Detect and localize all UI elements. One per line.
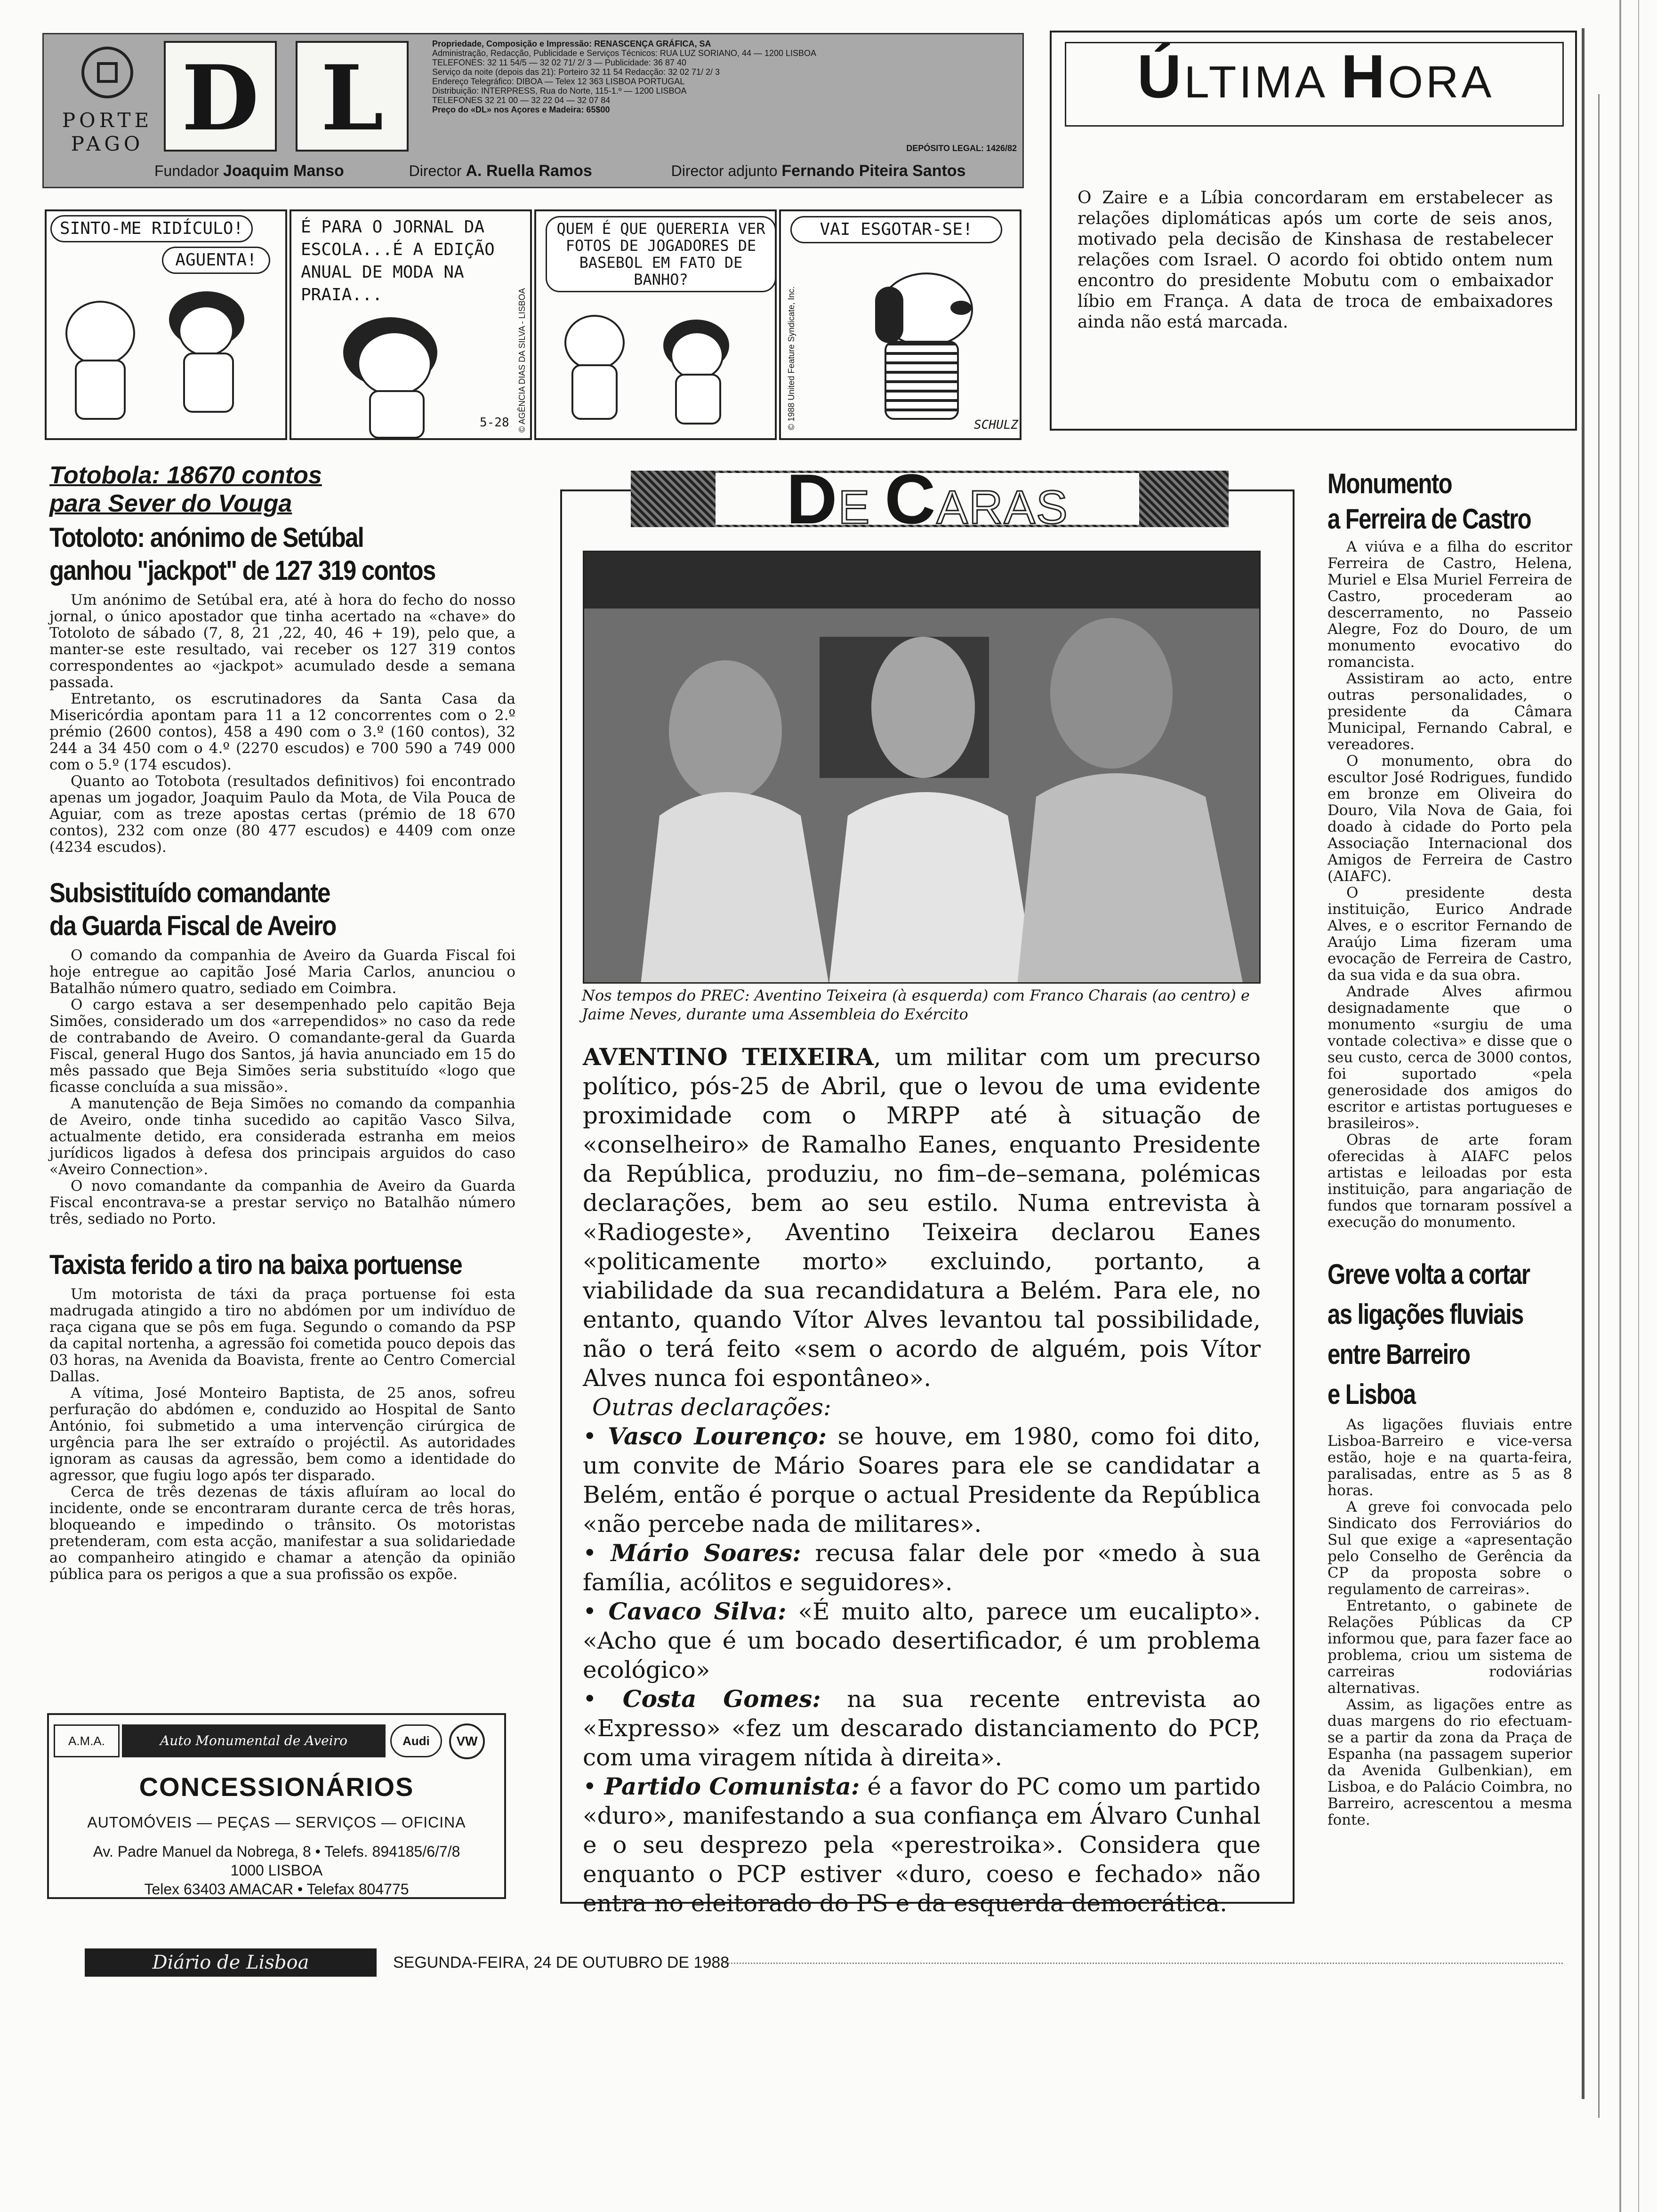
ama-logo: A.M.A. bbox=[54, 1724, 120, 1757]
fundador-label: Fundador bbox=[154, 162, 219, 179]
vw-logo-icon: VW bbox=[449, 1723, 485, 1759]
list-item: • Mário Soares: recusa falar dele por «medo à sua família, acólitos e seguidores». bbox=[583, 1539, 1261, 1596]
title-letter: E bbox=[838, 481, 871, 534]
section-title-de-caras bbox=[716, 459, 1139, 538]
headline: ganhou "jackpot" de 127 319 contos bbox=[49, 555, 435, 586]
paragraph: O comando da companhia de Aveiro da Guarda Fiscal foi hoje entregue ao capitão José Maria Carlos, anunciou o Batalhão número quatro, sediado em Coimbra. bbox=[49, 947, 515, 997]
list-item: • Cavaco Silva: «É muito alto, parece um eucalipto». «Acho que é um bocado desertificador, é um problema ecológico» bbox=[583, 1597, 1261, 1683]
paragraph: A vítima, José Monteiro Baptista, de 25 anos, sofreu perfuração do abdómen e, conduzido ao Hospital de Santo António, foi submetido a uma intervenção cirúrgica de urgência para lhe ser extraído o projéctil. As autoridades ignoram as causas da agressão, bem como a identidade do agressor, que fugiu logo após ter disparado. bbox=[49, 1385, 515, 1484]
info-line: Distribuição: INTERPRESS, Rua do Norte, 115-1.º — 1200 LISBOA bbox=[432, 86, 687, 96]
paragraph: Assim, as ligações entre as duas margens do rio efectuam-se a partir da zona da Praça de Espanha (na passagem superior da Avenida Gulbenkian), em Lisboa, e do Palácio Coimbra, no Barreiro, acrescentou a mesma fonte. bbox=[1327, 1696, 1572, 1828]
ad-logos bbox=[49, 1720, 504, 1757]
title-letters: ARAS bbox=[936, 481, 1069, 534]
comic-panel-2 bbox=[290, 209, 532, 440]
article-taxista bbox=[49, 1286, 515, 1583]
title-initial-h: H bbox=[1341, 42, 1388, 111]
footer-divider bbox=[725, 1963, 1563, 1964]
info-line: TELEFONES 32 21 00 — 32 22 04 — 32 07 84 bbox=[432, 96, 611, 105]
item-text: recusa falar dele por «medo à sua família, acólitos e seguidores». bbox=[583, 1539, 1261, 1596]
item-text: se houve, em 1980, como foi dito, um convite de Mário Soares para ele se candidatar a Belém, então é porque o actual Presidente da República «não percebe nada de militares». bbox=[583, 1423, 1261, 1538]
coat-of-arms-icon bbox=[81, 47, 133, 98]
snoopy-ear bbox=[875, 287, 903, 343]
address-line: Av. Padre Manuel da Nobrega, 8 • Telefs. 894185/6/7/8 bbox=[93, 1843, 460, 1860]
info-line: Propriedade, Composição e Impressão: RENASCENÇA GRÁFICA, SA bbox=[432, 39, 711, 48]
comic-text: É PARA O JORNAL DA ESCOLA...É A EDIÇÃO ANUAL DE MODA NA PRAIA... bbox=[301, 217, 495, 305]
charlie-brown-figure bbox=[564, 315, 625, 370]
paragraph: Quanto ao Totobota (resultados definitivos) foi encontrado apenas um jogador, Joaquim Paulo da Mota, de Vila Pouca de Aguiar, com as treze apostas certas (prémio de 18 670 contos), 232 com onze (80 477 escudos) e 4409 com onze (4234 escudos). bbox=[49, 773, 515, 856]
title-letter: D bbox=[786, 459, 838, 538]
address-line: 1000 LISBOA bbox=[230, 1862, 323, 1879]
adjunto-name: Fernando Piteira Santos bbox=[781, 162, 966, 180]
item-text: é a favor do PC como um partido «duro», manifestando a sua confiança em Álvaro Cunhal e o seu desprezo pela «perestroika». Considera que enquanto o PCP estiver «duro, coeso e fechado» não entra no eleitorado do PS e da esquerda democrática. bbox=[583, 1773, 1261, 1917]
item-text: na sua recente entrevista ao «Expresso» «fez um descarado distanciamento do PCP, com uma viragem nítida à direita». bbox=[583, 1685, 1261, 1771]
logo-letter-l: L bbox=[296, 41, 409, 152]
headline: Totoloto: anónimo de Setúbal bbox=[49, 522, 364, 553]
comic-panel-3 bbox=[534, 209, 777, 440]
info-line: TELEFONES: 32 11 54/5 — 32 02 71/ 2/ 3 — Publicidade: 36 87 40 bbox=[432, 58, 686, 67]
speech-bubble: VAI ESGOTAR-SE! bbox=[790, 216, 1002, 243]
footer-date: SEGUNDA-FEIRA, 24 DE OUTUBRO DE 1988 bbox=[393, 1954, 730, 1972]
info-line: Administração, Redacção, Publicidade e Serviços Técnicos: RUA LUZ SORIANO, 44 — 1200 LISBOA bbox=[432, 48, 817, 58]
lucy-figure bbox=[670, 331, 724, 380]
paragraph: O cargo estava a ser desempenhado pelo capitão Beja Simões, considerado um dos «arrependidos» no caso da rede de contrabando de Aveiro. O comandante-geral da Guarda Fiscal, general Hugo dos Santos, já havia anunciado em 15 do mês passado que Beja Simões seria substituído «logo que ficasse concluída a sua missão». bbox=[49, 996, 515, 1096]
paragraph: Um anónimo de Setúbal era, até à hora do fecho do nosso jornal, o único apostador que tinha acertado na «chave» do Totoloto de sábado (7, 8, 21 ,22, 40, 46 + 19), pelo que, a manter-se este resultado, vai receber os 127 319 contos correspondentes ao «jackpot» acumulado desde a semana passada. bbox=[49, 592, 515, 691]
title-letter: C bbox=[885, 459, 937, 538]
figure-body bbox=[571, 364, 618, 420]
title-initial-u: Ú bbox=[1137, 42, 1184, 111]
headline: Monumento bbox=[1327, 468, 1452, 499]
logo-letter-d: D bbox=[164, 41, 277, 152]
figure-body bbox=[75, 360, 126, 420]
list-item: • Vasco Lourenço: se houve, em 1980, como foi dito, um convite de Mário Soares para ele se candidatar a Belém, então é porque o actual Presidente da República «não percebe nada de militares». bbox=[583, 1422, 1261, 1538]
fundador-name: Joaquim Manso bbox=[223, 162, 344, 180]
ultima-hora-box bbox=[1050, 31, 1577, 431]
masthead-info bbox=[432, 39, 1021, 157]
masthead bbox=[42, 33, 1024, 188]
speech-bubble: QUEM É QUE QUERERIA VER FOTOS DE JOGADORES DE BASEBOL EM FATO DE BANHO? bbox=[546, 216, 776, 292]
figure-body bbox=[885, 341, 959, 420]
left-column bbox=[49, 461, 515, 1583]
photo-caption: Nos tempos do PREC: Aventino Teixeira (à esquerda) com Franco Charais (ao centro) e Jaime Neves, durante uma Assembleia do Exército bbox=[582, 986, 1250, 1023]
comic-signature: SCHULZ bbox=[974, 418, 1018, 432]
lead-name: AVENTINO TEIXEIRA bbox=[583, 1043, 874, 1071]
figure-body bbox=[183, 353, 234, 413]
page-edge-line bbox=[1638, 0, 1639, 2212]
title-part: ORA bbox=[1388, 57, 1495, 107]
page-edge-line bbox=[1619, 0, 1621, 2212]
kicker-line: para Sever do Vouga bbox=[49, 490, 292, 517]
article-guarda-fiscal bbox=[49, 947, 515, 1227]
footer-paper-name: Diário de Lisboa bbox=[85, 1948, 377, 1977]
paragraph: Obras de arte foram oferecidas à AIAFC pelos artistas e leiloadas por esta instituição, para angariação de fundos que tornaram possível a execução do monumento. bbox=[1327, 1131, 1572, 1231]
right-column bbox=[1327, 466, 1572, 1828]
headline: a Ferreira de Castro bbox=[1327, 503, 1531, 535]
headline: e Lisboa bbox=[1327, 1378, 1416, 1410]
paragraph: A greve foi convocada pelo Sindicato dos Ferroviários do Sul que exige a «apresentação pelo Conselho de Gerência da CP da proposta sobre o regulamento de carreiras». bbox=[1327, 1499, 1572, 1598]
paragraph: Assistiram ao acto, entre outras personalidades, o presidente da Câmara Municipal, Fernando Cabral, e vereadores. bbox=[1327, 670, 1572, 753]
speech-bubble: AGUENTA! bbox=[162, 247, 270, 274]
comic-credit: © 1988 United Feature Syndicate, Inc. bbox=[787, 286, 796, 430]
list-item: • Partido Comunista: é a favor do PC como um partido «duro», manifestando a sua confiança em Álvaro Cunhal e o seu desprezo pela «perestroika». Considera que enquanto o PCP estiver «duro, coeso e fechado» não entra no eleitorado do PS e da esquerda democrática. bbox=[583, 1772, 1261, 1917]
paragraph: A manutenção de Beja Simões no comando da companhia de Aveiro, onde tinha sucedido ao capitão Vasco Silva, actualmente detido, era considerada estranha em meios jurídicos ligados à defesa dos principais arguidos do caso «Aveiro Connection». bbox=[49, 1095, 515, 1178]
speech-bubble: SINTO-ME RIDÍCULO! bbox=[50, 215, 253, 242]
snoopy-nose bbox=[950, 301, 972, 315]
charlie-brown-figure bbox=[65, 301, 135, 366]
headline: as ligações fluviais bbox=[1327, 1298, 1523, 1330]
info-line: Serviço da noite (depois das 21): Porteiro 32 11 54 Redacção: 32 02 71/ 2/ 3 bbox=[432, 67, 720, 77]
paragraph: Andrade Alves afirmou designadamente que o monumento «surgiu de uma vontade colectiva» e disse que o seu custo, cerca de 3000 contos, foi suportado «pela generosidade dos amigos do escritor e artistas portugueses e brasileiros». bbox=[1327, 983, 1572, 1132]
page-edge-line bbox=[1598, 94, 1600, 2118]
item-name: Costa Gomes: bbox=[622, 1685, 821, 1713]
subhead: Outras declarações: bbox=[592, 1394, 831, 1421]
advertisement bbox=[47, 1713, 506, 1899]
de-caras-article bbox=[583, 1042, 1261, 1918]
article-monumento bbox=[1327, 539, 1572, 1231]
address-line: Telex 63403 AMACAR • Telefax 804775 bbox=[144, 1881, 409, 1898]
paragraph: O novo comandante da companhia de Aveiro da Guarda Fiscal encontrava-se a prestar serviço no Batalhão número três, sediado no Porto. bbox=[49, 1178, 515, 1227]
kicker-line: Totobola: 18670 contos bbox=[49, 462, 322, 489]
paragraph: Entretanto, o gabinete de Relações Públicas da CP informou que, para fazer face ao problema, criou um sistema de carreiras rodoviárias alternativas. bbox=[1327, 1597, 1572, 1697]
article-totoloto bbox=[49, 592, 515, 856]
paragraph: Entretanto, os escrutinadores da Santa Casa da Misericórdia apontam para 11 a 12 concorrentes com o 2.º prémio (2600 contos), 458 a 490 com o 3.º (160 contos), 32 244 a 34 450 com o 4.º (2270 escudos) e 700 590 a 749 000 com o 5.º (174 escudos). bbox=[49, 690, 515, 773]
page-edge-line bbox=[1582, 28, 1585, 2099]
item-name: Partido Comunista: bbox=[604, 1772, 860, 1800]
item-name: Vasco Lourenço: bbox=[607, 1422, 827, 1450]
headline: da Guarda Fiscal de Aveiro bbox=[49, 911, 336, 941]
photo-illustration bbox=[584, 552, 1261, 984]
headline: Subsistituído comandante bbox=[49, 878, 330, 908]
ultima-hora-text: O Zaire e a Líbia concordaram em erstabelecer as relações diplomáticas após um corte de seis anos, motivado pela decisão de Kinshasa de restabelecer relações com Israel. O acordo foi obtido ontem num encontro do presidente Mobutu com o embaixador líbio em França. A data de troca de embaixadores ainda não está marcada. bbox=[1078, 188, 1553, 332]
figure-body bbox=[369, 390, 425, 439]
porte-pago-label: PORTE PAGO bbox=[62, 109, 153, 155]
director-name: A. Ruella Ramos bbox=[466, 162, 592, 180]
lucy-figure bbox=[178, 305, 234, 356]
adjunto-label: Director adjunto bbox=[671, 162, 778, 179]
list-item: • Costa Gomes: na sua recente entrevista ao «Expresso» «fez um descarado distanciamento do PCP, com uma viragem nítida à direita». bbox=[583, 1685, 1261, 1771]
ultima-hora-header bbox=[1065, 42, 1564, 127]
item-name: Mário Soares: bbox=[611, 1539, 801, 1567]
ad-services: AUTOMÓVEIS — PEÇAS — SERVIÇOS — OFICINA bbox=[87, 1814, 466, 1831]
info-line: Preço do «DL» nos Açores e Madeira: 65$00 bbox=[432, 105, 610, 114]
headline: entre Barreiro bbox=[1327, 1338, 1470, 1370]
paragraph: Cerca de três dezenas de táxis afluíram ao local do incidente, onde se encontraram durante cerca de três horas, bloqueando e impedindo o trânsito. Os motoristas pretenderam, com esta acção, manifestar a sua solidariedade ao companheiro atingido e chamar a atenção da opinião pública para os perigos a que a sua profissão os expõe. bbox=[49, 1483, 515, 1583]
comic-panel-1 bbox=[45, 209, 287, 440]
lead-paragraph bbox=[583, 1042, 1261, 1393]
paragraph: Um motorista de táxi da praça portuense foi esta madrugada atingido a tiro no abdómen por um indivíduo de raça cigana que se pôs em fuga. Segundo o comando da PSP da capital nortenha, a agressão foi cometida pouco depois das 03 horas, na Avenida da Boavista, frente ao Centro Comercial Dallas. bbox=[49, 1286, 515, 1385]
porte-pago-crest bbox=[53, 43, 161, 179]
news-photo bbox=[583, 551, 1261, 984]
headline: Taxista ferido a tiro na baixa portuense bbox=[49, 1250, 462, 1280]
paragraph: O presidente desta instituição, Eurico Andrade Alves, e o escritor Fernando de Araújo Lima fizeram uma evocação de Ferreira de Castro, da sua vida e da sua obra. bbox=[1327, 884, 1572, 984]
masthead-credits bbox=[154, 159, 1021, 183]
comic-credit: © AGÊNCIA DIAS DA SILVA - LISBOA bbox=[517, 288, 527, 433]
info-line: Endereço Telegráfico: DIBOA — Telex 12 363 LISBOA PORTUGAL bbox=[432, 77, 685, 86]
article-greve bbox=[1327, 1417, 1572, 1828]
comic-panel-4 bbox=[779, 209, 1022, 440]
figure-body bbox=[675, 374, 721, 425]
item-name: Cavaco Silva: bbox=[608, 1597, 787, 1625]
paragraph: A viúva e a filha do escritor Ferreira de Castro, Helena, Muriel e Elsa Muriel Ferreira de Castro, procederam ao descerramento, no Passeio Alegre, Foz do Douro, de um monumento evocativo do romancista. bbox=[1327, 538, 1572, 671]
lucy-figure bbox=[357, 331, 432, 396]
lead-text: , um militar com um precurso político, pós-25 de Abril, que o levou de uma evidente proximidade com o MRPP até à situação de «conselheiro» de Ramalho Eanes, enquanto Presidente da República, produziu, no fim–de–semana, polémicas declarações, bem ao seu estilo. Numa entrevista à «Radiogeste», Aventino Teixeira declarou Eanes «politicamente morto» excluindo, portanto, a viabilidade da sua recandidatura a Belém. Para ele, no entanto, quando Vítor Alves levantou tal possibilidade, não o terá feito «sem o acordo de alguém, pois Vítor Alves nunca foi espontâneo». bbox=[583, 1043, 1261, 1392]
ultima-hora-title bbox=[1066, 42, 1565, 111]
paragraph: As ligações fluviais entre Lisboa-Barreiro e vice-versa estão, hoje e na quarta-feira, paralisadas, entre as 5 as 8 horas. bbox=[1327, 1416, 1572, 1499]
director-label: Director bbox=[409, 162, 462, 179]
deposito-legal: DEPÓSITO LEGAL: 1426/82 bbox=[906, 144, 1017, 153]
dealer-name: Auto Monumental de Aveiro bbox=[122, 1724, 386, 1757]
ad-address bbox=[49, 1842, 504, 1899]
paragraph: O monumento, obra do escultor José Rodrigues, fundido em bronze em Oliveira do Douro, Vila Nova de Gaia, foi doado à cidade do Porto pela Associação Internacional dos Amigos de Ferreira de Castro (AIAFC). bbox=[1327, 753, 1572, 885]
ad-title: CONCESSIONÁRIOS bbox=[139, 1772, 414, 1802]
comic-date: 5-28 bbox=[480, 416, 509, 430]
audi-logo-icon: Audi bbox=[390, 1724, 442, 1757]
item-text: «É muito alto, parece um eucalipto». «Acho que é um bocado desertificador, é um problema ecológico» bbox=[583, 1598, 1261, 1683]
title-part: LTIMA bbox=[1184, 57, 1341, 107]
headline: Greve volta a cortar bbox=[1327, 1258, 1530, 1290]
